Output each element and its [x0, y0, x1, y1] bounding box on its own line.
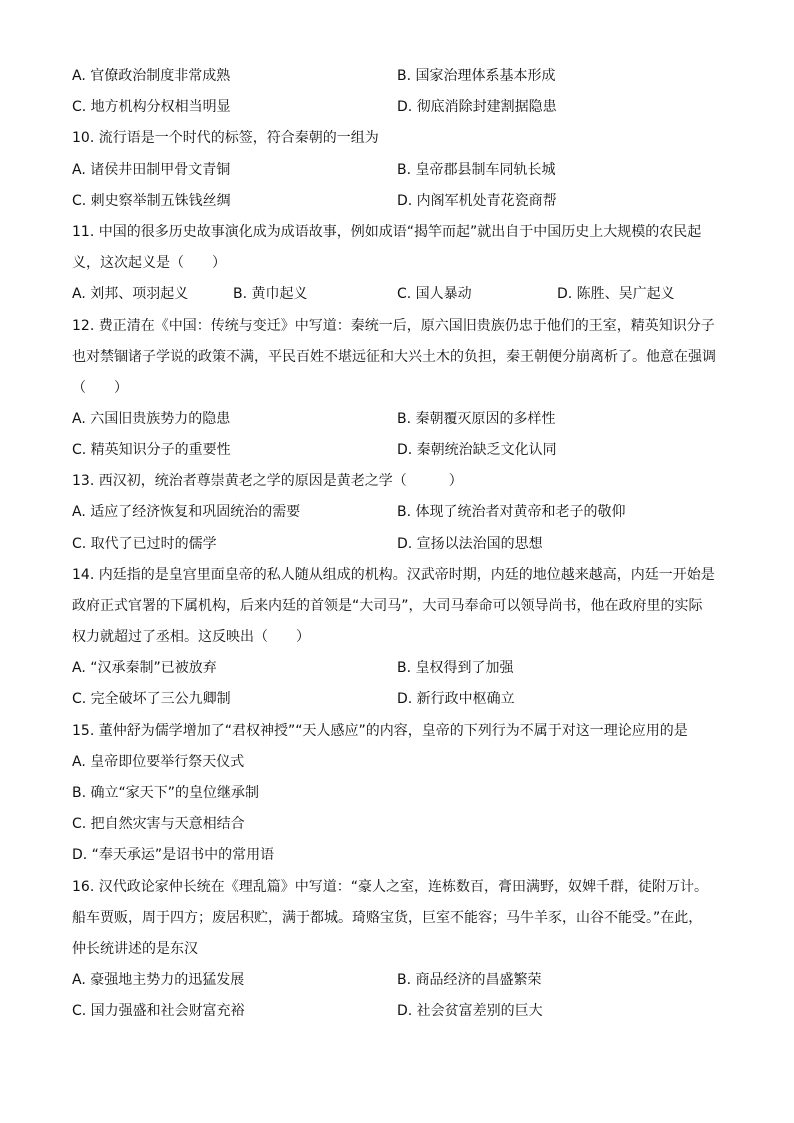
- q11-stem-line: 义，这次起义是（ ）: [72, 255, 226, 271]
- q12-stem-line: （ ）: [72, 380, 128, 396]
- q12-stem-line: 也对禁锢诸子学说的政策不满，平民百姓不堪远征和大兴土木的负担，秦王朝便分崩离析了。他意在强调: [72, 349, 716, 365]
- q9-option-d: D. 彻底消除封建割据隐患: [397, 99, 557, 115]
- q10-option-a: A. 诸侯井田制甲骨文青铜: [72, 162, 231, 178]
- q16-stem-line: 船车贾贩，周于四方；废居积贮，满于都城。琦赂宝货，巨室不能容；马牛羊豕，山谷不能受。”在此，: [72, 910, 703, 926]
- q13-option-b: B. 体现了统治者对黄帝和老子的敬仰: [397, 504, 626, 520]
- q15-stem: 15. 董仲舒为儒学增加了“君权神授”“天人感应”的内容，皇帝的下列行为不属于对这一理论应用的是: [72, 723, 688, 739]
- q11-option-a: A. 刘邦、项羽起义: [72, 286, 189, 302]
- q13-option-d: D. 宣扬以法治国的思想: [397, 536, 543, 552]
- q12-option-c: C. 精英知识分子的重要性: [72, 442, 231, 458]
- q10-option-b: B. 皇帝郡县制车同轨长城: [397, 162, 556, 178]
- q15-option-c: C. 把自然灾害与天意相结合: [72, 816, 245, 832]
- q14-option-d: D. 新行政中枢确立: [397, 691, 515, 707]
- q14-option-b: B. 皇权得到了加强: [397, 660, 514, 676]
- q11-option-c: C. 国人暴动: [397, 286, 472, 302]
- q11-option-b: B. 黄巾起义: [233, 286, 308, 302]
- q15-option-a: A. 皇帝即位要举行祭天仪式: [72, 754, 245, 770]
- q10-option-c: C. 刺史察举制五铢钱丝绸: [72, 193, 231, 209]
- q13-option-a: A. 适应了经济恢复和巩固统治的需要: [72, 504, 301, 520]
- q16-stem-line: 16. 汉代政论家仲长统在《理乱篇》中写道：“豪人之室，连栋数百，膏田满野，奴婢千群，徒附万计。: [72, 879, 708, 895]
- q14-stem-line: 14. 内廷指的是皇宫里面皇帝的私人随从组成的机构。汉武帝时期，内廷的地位越来越高，内廷一开始是: [72, 567, 715, 583]
- q12-option-a: A. 六国旧贵族势力的隐患: [72, 411, 231, 427]
- q14-stem-line: 政府正式官署的下属机构，后来内廷的首领是“大司马”，大司马奉命可以领导尚书，他在政府里的实际: [72, 598, 703, 614]
- q9-option-b: B. 国家治理体系基本形成: [397, 68, 556, 84]
- q11-option-d: D. 陈胜、吴广起义: [557, 286, 675, 302]
- q15-option-b: B. 确立“家天下”的皇位继承制: [72, 785, 260, 801]
- q13-option-c: C. 取代了已过时的儒学: [72, 536, 217, 552]
- q14-stem-line: 权力就超过了丞相。这反映出（ ）: [72, 629, 310, 645]
- q9-option-a: A. 官僚政治制度非常成熟: [72, 68, 231, 84]
- q13-stem: 13. 西汉初，统治者尊崇黄老之学的原因是黄老之学（ ）: [72, 473, 463, 489]
- q10-stem: 10. 流行语是一个时代的标签，符合秦朝的一组为: [72, 130, 379, 146]
- q16-option-c: C. 国力强盛和社会财富充裕: [72, 1003, 245, 1019]
- q9-option-c: C. 地方机构分权相当明显: [72, 99, 231, 115]
- q12-option-b: B. 秦朝覆灭原因的多样性: [397, 411, 556, 427]
- q12-option-d: D. 秦朝统治缺乏文化认同: [397, 442, 557, 458]
- q11-stem-line: 11. 中国的很多历史故事演化成为成语故事，例如成语“揭竿而起”就出自于中国历史上大规模的农民起: [72, 224, 702, 240]
- q16-option-a: A. 豪强地主势力的迅猛发展: [72, 972, 245, 988]
- q16-option-b: B. 商品经济的昌盛繁荣: [397, 972, 542, 988]
- q10-option-d: D. 内阁军机处青花瓷商帮: [397, 193, 557, 209]
- q15-option-d: D. “奉天承运”是诏书中的常用语: [72, 847, 275, 863]
- q14-option-a: A. “汉承秦制”已被放弃: [72, 660, 217, 676]
- q12-stem-line: 12. 费正清在《中国：传统与变迁》中写道：秦统一后，原六国旧贵族仍忠于他们的王室，精英知识分子: [72, 318, 715, 334]
- q16-stem-line: 仲长统讲述的是东汉: [72, 941, 198, 957]
- q16-option-d: D. 社会贫富差别的巨大: [397, 1003, 543, 1019]
- q14-option-c: C. 完全破坏了三公九卿制: [72, 691, 231, 707]
